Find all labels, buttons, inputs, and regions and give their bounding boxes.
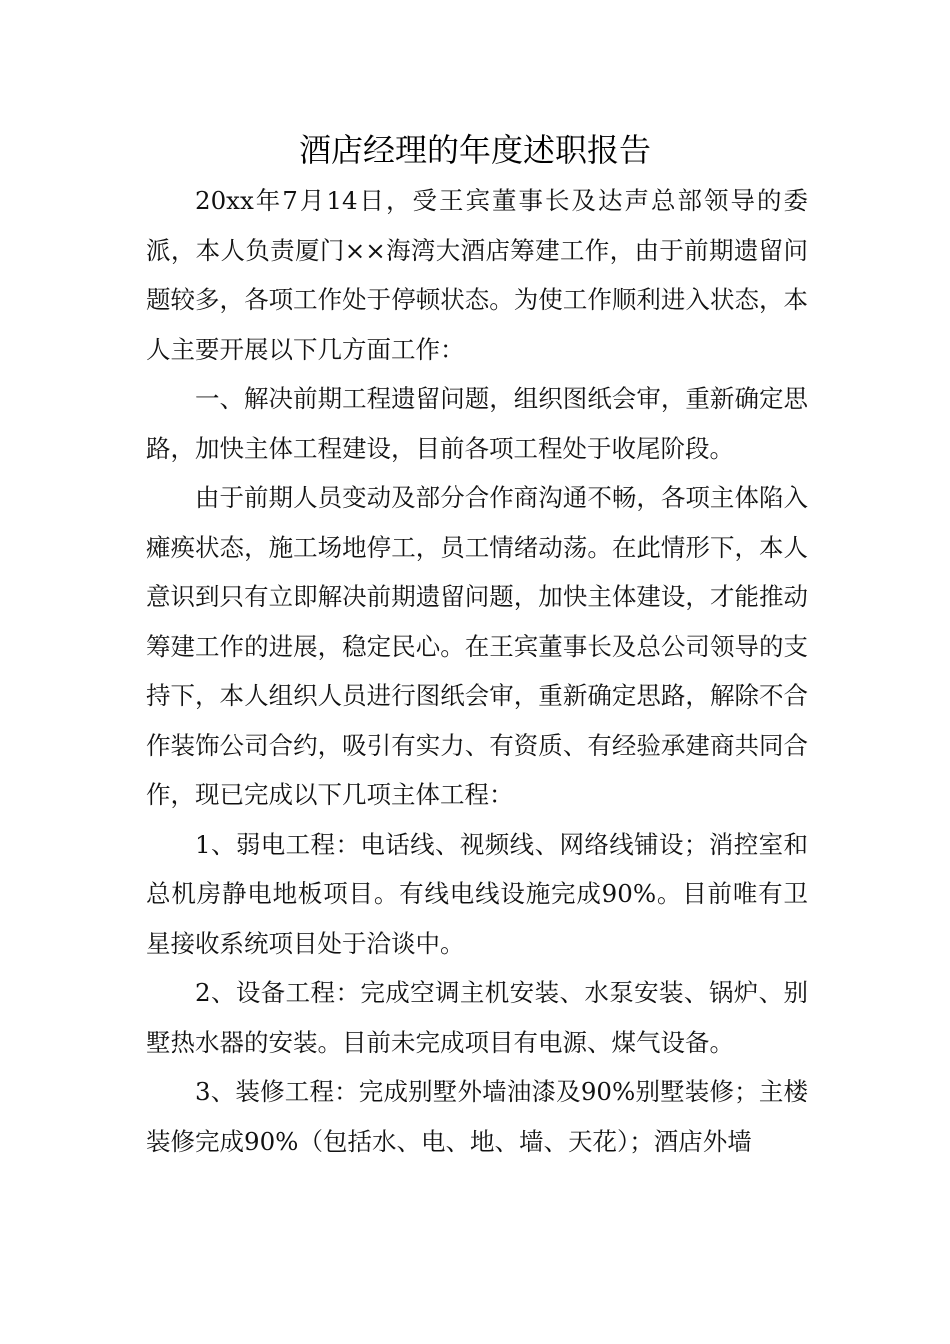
paragraph-decoration: 3、装修工程：完成别墅外墙油漆及90%别墅装修；主楼装修完成90%（包括水、电、地、墙、天花）；酒店外墙 bbox=[146, 1077, 808, 1156]
paragraph-background: 由于前期人员变动及部分合作商沟通不畅，各项主体陷入瘫痪状态，施工场地停工，员工情绪动荡。在此情形下，本人意识到只有立即解决前期遗留问题，加快主体建设，才能推动筹建工作的进展，稳定民心。在王宾董事长及总公司领导的支持下，本人组织人员进行图纸会审，重新确定思路，解除不合作装饰公司合约，吸引有实力、有资质、有经验承建商共同合作，现已完成以下几项主体工程： bbox=[146, 483, 808, 809]
document-title: 酒店经理的年度述职报告 bbox=[298, 131, 651, 169]
document-body bbox=[146, 176, 808, 1166]
paragraph-section-one: 一、解决前期工程遗留问题，组织图纸会审，重新确定思路，加快主体工程建设，目前各项工程处于收尾阶段。 bbox=[146, 384, 808, 463]
paragraph-intro: 20xx年7月14日，受王宾董事长及达声总部领导的委派，本人负责厦门××海湾大酒店筹建工作，由于前期遗留问题较多，各项工作处于停顿状态。为使工作顺利进入状态，本人主要开展以下几方面工作： bbox=[146, 186, 808, 364]
paragraph-weak-current: 1、弱电工程：电话线、视频线、网络线铺设；消控室和总机房静电地板项目。有线电线设施完成90%。目前唯有卫星接收系统项目处于洽谈中。 bbox=[146, 829, 808, 958]
paragraph-equipment: 2、设备工程：完成空调主机安装、水泵安装、锅炉、别墅热水器的安装。目前未完成项目有电源、煤气设备。 bbox=[146, 978, 808, 1057]
